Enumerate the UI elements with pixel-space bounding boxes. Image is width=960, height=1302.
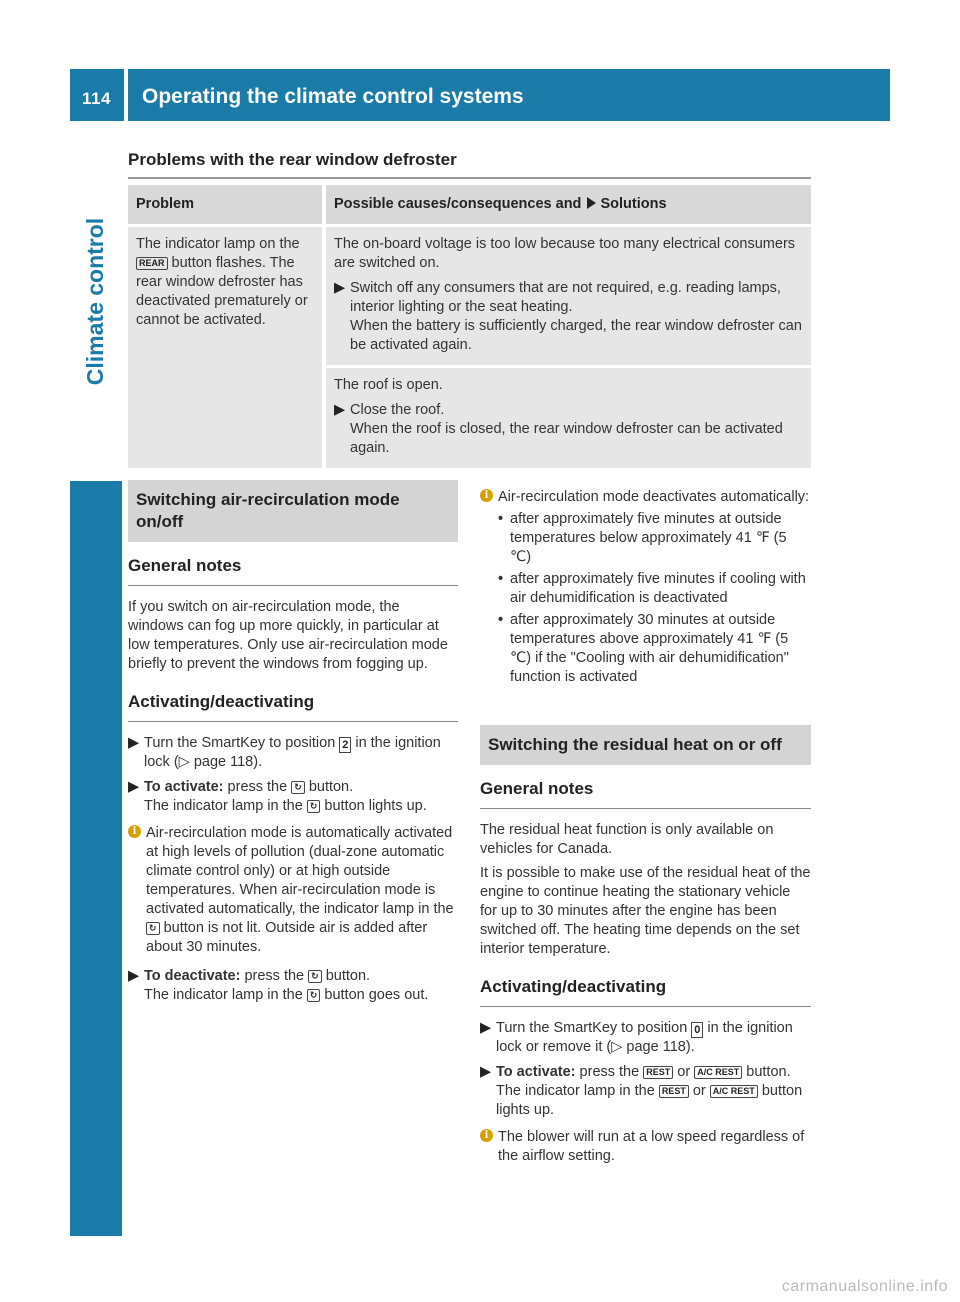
step-text: Turn the SmartKey to position	[496, 1020, 688, 1036]
list-item	[498, 510, 811, 567]
defroster-title: Problems with the rear window defroster	[128, 150, 457, 169]
step-text: button goes out.	[324, 987, 429, 1003]
info-text: Air-recirculation mode is automatically activated at high levels of pollution (dual-zone automatic climate control only) or at high outside temperatures. When air-recirculation mode is activated automatically, the indicator lamp in the	[146, 825, 454, 917]
residual-activating-rule	[480, 1006, 811, 1007]
side-tab-label: Climate control	[82, 217, 109, 385]
residual-heading: Switching the residual heat on or off	[480, 725, 811, 765]
list-item-text: after approximately five minutes if cooling with air dehumidification is deactivated	[510, 571, 806, 606]
problem-cell	[128, 224, 326, 468]
step-text: or	[692, 1083, 706, 1099]
watermark: carmanualsonline.info	[781, 1278, 948, 1295]
info-text: Air-recirculation mode deactivates automatically:	[498, 489, 810, 505]
step-text: button.	[746, 1064, 791, 1080]
table-header-problem: Problem	[128, 185, 326, 224]
bullet-icon: •	[498, 571, 504, 587]
recirculation-icon: ↻	[307, 989, 321, 1002]
step-text: button.	[325, 968, 371, 984]
residual-activating-heading: Activating/deactivating	[480, 977, 667, 996]
step-arrow-icon: ▶	[334, 402, 346, 418]
ac-rest-button-icon: A/C REST	[710, 1085, 758, 1098]
cause-text: The roof is open.	[334, 377, 443, 393]
recirculation-icon: ↻	[308, 970, 322, 983]
info-icon: i	[128, 825, 141, 838]
recirc-step-3	[128, 967, 458, 1005]
step-text: press the	[579, 1064, 640, 1080]
step-text: or	[677, 1064, 691, 1080]
page-ref-arrow-icon: ▷	[611, 1039, 623, 1055]
step-arrow-icon: ▶	[480, 1020, 492, 1036]
step-text: button.	[308, 779, 354, 795]
recirc-step-2	[128, 778, 458, 816]
step-label: To activate:	[144, 779, 224, 795]
defroster-rule	[128, 177, 811, 179]
header-divider	[124, 69, 128, 121]
residual-info	[480, 1128, 811, 1166]
defroster-table	[128, 185, 811, 468]
right-column	[480, 488, 811, 1166]
recirc-heading: Switching air-recirculation mode on/off	[128, 480, 458, 542]
solution-line-1: Close the roof.	[350, 402, 445, 418]
recirc-deactivate-info	[480, 488, 811, 687]
info-icon: i	[480, 489, 493, 502]
problem-text-1: The indicator lamp on the	[136, 236, 300, 252]
page-ref-arrow-icon: ▷	[178, 754, 190, 770]
recirc-activating-heading: Activating/deactivating	[128, 692, 315, 711]
solution-step	[334, 401, 803, 458]
key-position-icon: 2	[339, 737, 351, 753]
solution-step	[334, 279, 803, 355]
info-icon: i	[480, 1129, 493, 1142]
residual-para-1: The residual heat function is only available on vehicles for Canada.	[480, 822, 774, 857]
step-text: button lights up.	[324, 798, 427, 814]
residual-general-heading: General notes	[480, 779, 594, 798]
recirculation-icon: ↻	[307, 800, 321, 813]
page-header	[70, 69, 890, 121]
residual-step-2	[480, 1063, 811, 1120]
step-text: in the ignition lock or remove it (	[496, 1020, 793, 1055]
step-text: The indicator lamp in the	[144, 987, 303, 1003]
problem-text-2: button flashes. The rear window defroster has deactivated prematurely or cannot be activated.	[136, 255, 308, 328]
info-text: The blower will run at a low speed regardless of the airflow setting.	[498, 1129, 805, 1164]
recirc-general-heading: General notes	[128, 556, 242, 575]
rear-defrost-icon: REAR	[136, 257, 168, 270]
list-item-text: after approximately five minutes at outside temperatures below approximately 41 ℉ (5 ℃)	[510, 511, 787, 565]
step-text: button lights up.	[496, 1083, 803, 1118]
recirc-step-1	[128, 734, 458, 772]
cause-text: The on-board voltage is too low because too many electrical consumers are switched on.	[334, 236, 796, 271]
page-number: 114	[82, 89, 111, 108]
solution-line-1: Switch off any consumers that are not required, e.g. reading lamps, interior lighting or the seat heating.	[350, 280, 781, 315]
step-arrow-icon: ▶	[128, 735, 140, 751]
residual-step-1	[480, 1019, 811, 1057]
cause-cell	[326, 224, 811, 365]
side-tab-label-box	[70, 121, 122, 481]
step-text: The indicator lamp in the	[144, 798, 303, 814]
page-ref: page 118).	[193, 754, 263, 770]
recirc-column	[128, 480, 458, 1005]
cause-cell	[326, 365, 811, 468]
ac-rest-button-icon: A/C REST	[694, 1066, 742, 1079]
recirculation-icon: ↻	[146, 922, 160, 935]
rest-button-icon: REST	[643, 1066, 673, 1079]
bullet-icon: •	[498, 511, 504, 527]
recirc-activating-rule	[128, 721, 458, 722]
residual-general-rule	[480, 808, 811, 809]
step-arrow-icon: ▶	[334, 280, 346, 296]
rest-button-icon: REST	[659, 1085, 689, 1098]
list-item	[498, 570, 811, 608]
step-label: To activate:	[496, 1064, 576, 1080]
page-ref: page 118).	[626, 1039, 695, 1055]
recirc-general-rule	[128, 585, 458, 586]
chapter-title: Operating the climate control systems	[142, 85, 524, 108]
table-header-solutions-text: Solutions	[600, 196, 667, 212]
step-text: press the	[227, 779, 288, 795]
solution-arrow-icon	[587, 197, 596, 209]
table-header-causes	[326, 185, 811, 224]
bullet-icon: •	[498, 612, 504, 628]
recirc-info	[128, 824, 458, 957]
table-header-causes-text: Possible causes/consequences and	[334, 196, 582, 212]
step-arrow-icon: ▶	[128, 968, 140, 984]
solution-line-2: When the roof is closed, the rear window defroster can be activated again.	[350, 421, 783, 456]
recirc-general-text: If you switch on air-recirculation mode, the windows can fog up more quickly, in particular at low temperatures. Only use air-recirculation mode briefly to prevent the windows from fogging up.	[128, 599, 448, 672]
step-arrow-icon: ▶	[480, 1064, 492, 1080]
step-arrow-icon: ▶	[128, 779, 140, 795]
step-label: To deactivate:	[144, 968, 241, 984]
recirculation-icon: ↻	[291, 781, 305, 794]
step-text: Turn the SmartKey to position	[144, 735, 336, 751]
solution-line-2: When the battery is sufficiently charged, the rear window defroster can be activated again.	[350, 318, 802, 353]
step-text: in the ignition lock (	[144, 735, 441, 770]
info-text: button is not lit. Outside air is added after about 30 minutes.	[146, 920, 428, 955]
step-text: The indicator lamp in the	[496, 1083, 655, 1099]
key-position-icon: 0	[691, 1022, 703, 1038]
list-item-text: after approximately 30 minutes at outside temperatures above approximately 41 ℉ (5 ℃) if the "Cooling with air dehumidification" function is activated	[510, 612, 789, 685]
step-text: press the	[244, 968, 305, 984]
residual-para-2: It is possible to make use of the residual heat of the engine to continue heating the stationary vehicle for up to 30 minutes after the engine has been switched off. The heating time depends on the set interior temperature.	[480, 865, 811, 957]
list-item	[498, 611, 811, 687]
